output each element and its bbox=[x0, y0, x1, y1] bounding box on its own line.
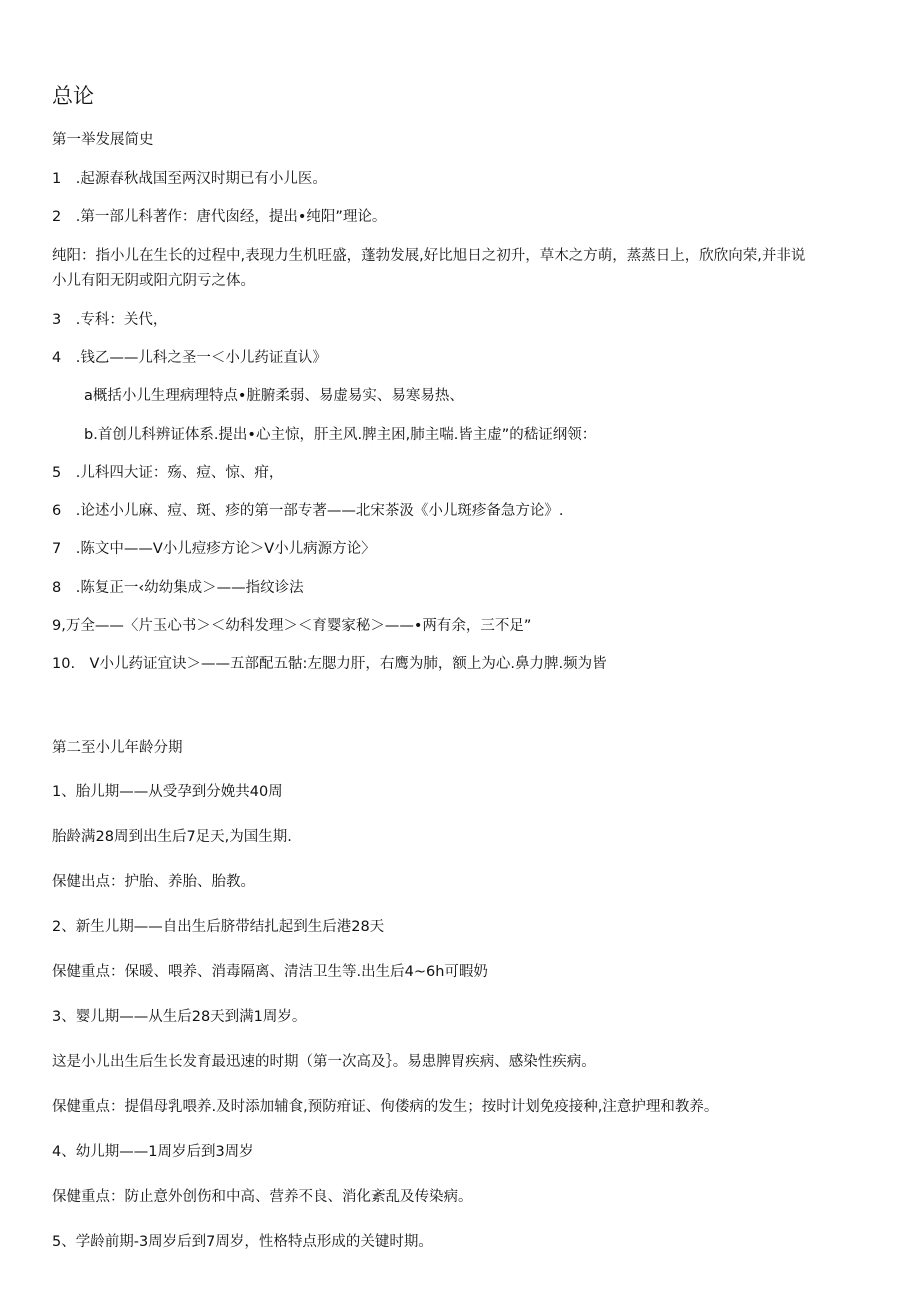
history-item-6: 6 .论述小儿麻、痘、斑、疹的第一部专著——北宋茶汲《小儿斑疹备急方论》. bbox=[52, 503, 564, 519]
chunyang-definition-line-1: 纯阳：指小儿在生长的过程中,表现力生机旺盛，蓬勃发展,好比旭日之初升，草木之方萌，蒸蒸日上，欣欣向荣,并非说 bbox=[52, 248, 806, 264]
history-item-10: 10. V小儿药证宜诀＞——五部配五骷:左腮力肝，右鹰为肺，额上为心.鼻力脾.频为皆 bbox=[52, 656, 607, 672]
section-heading-history: 第一举发展简史 bbox=[52, 132, 154, 148]
age-item-5: 5、学龄前期-3周岁后到7周岁，性格特点形成的关键时期。 bbox=[52, 1234, 433, 1250]
chunyang-definition-line-2: 小儿有阳无阴或阳亢阴亏之体。 bbox=[52, 273, 255, 289]
history-item-4b: b.首创儿科辨证体系.提出•心主惊，肝主风.脾主困,肺主喘.皆主虚”的嵇证纲领： bbox=[84, 427, 597, 443]
history-item-8: 8 .陈复正一‹幼幼集成＞——指纹诊法 bbox=[52, 580, 304, 596]
history-item-4a: a概括小儿生理病理特点•脏腑柔弱、易虚易实、易寒易热、 bbox=[84, 388, 464, 404]
age-item-3-note: 这是小儿出生后生长发育最迅速的时期（第一次高及｝。易患脾胃疾病、感染性疾病。 bbox=[52, 1054, 596, 1070]
history-item-7: 7 .陈文中——V小儿痘疹方论＞V小儿病源方论〉 bbox=[52, 541, 376, 557]
history-item-1: 1 .起源春秋战国至两汉时期已有小儿医。 bbox=[52, 171, 327, 187]
section-heading-age-periods: 第二至小儿年龄分期 bbox=[52, 740, 183, 756]
age-item-3-care: 保健重点：提倡母乳喂养.及时添加辅食,预防疳证、佝偻病的发生；按时计划免疫接种,注意护理和教养。 bbox=[52, 1099, 719, 1115]
age-item-2-care: 保健重点：保暖、喂养、消毒隔离、清洁卫生等.出生后4~6h可暇奶 bbox=[52, 964, 488, 980]
age-item-1-care: 保健出点：护胎、养胎、胎教。 bbox=[52, 874, 255, 890]
history-item-9: 9,万全——〈片玉心书＞＜幼科发理＞＜育婴家秘＞——•两有余，三不足” bbox=[52, 618, 532, 634]
age-item-2: 2、新生儿期——自出生后脐带结扎起到生后港28天 bbox=[52, 919, 385, 935]
history-item-3: 3 .专科：关代， bbox=[52, 312, 168, 328]
history-item-5: 5 .儿科四大证：殇、痘、惊、疳， bbox=[52, 465, 284, 481]
history-item-2: 2 .第一部儿科著作：唐代囱经，提出•纯阳”理论。 bbox=[52, 209, 387, 225]
age-item-1: 1、胎儿期——从受孕到分娩共40周 bbox=[52, 784, 283, 800]
age-item-3: 3、婴儿期——从生后28天到满1周岁。 bbox=[52, 1009, 307, 1025]
age-item-4-care: 保健重点：防止意外创伤和中高、营养不良、消化紊乱及传染病。 bbox=[52, 1189, 473, 1205]
age-item-4: 4、幼儿期——1周岁后到3周岁 bbox=[52, 1144, 254, 1160]
page-title: 总论 bbox=[52, 84, 94, 108]
history-item-4: 4 .钱乙——儿科之圣一＜小儿药证直认》 bbox=[52, 350, 327, 366]
age-item-1-note: 胎龄满28周到出生后7足天,为国生期. bbox=[52, 829, 292, 845]
